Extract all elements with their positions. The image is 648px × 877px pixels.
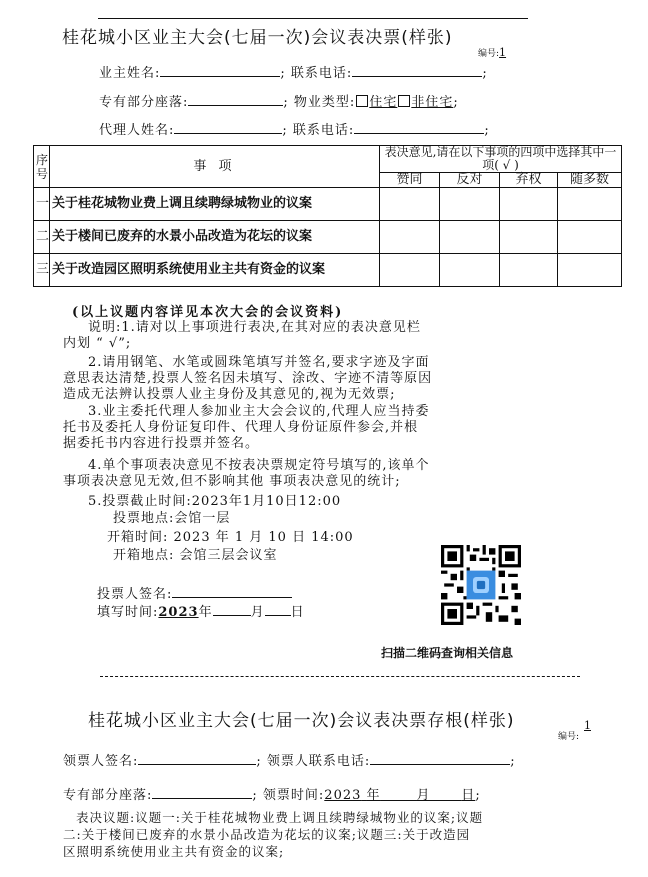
col-header-no: 序号 [34,146,50,188]
see-materials-note: (以上议题内容详见本次大会的会议资料) [72,305,344,320]
row-no: 一 [34,188,50,221]
open-time: 开箱时间: 2023 年 1 月 10 日 14:00 [107,530,354,545]
owner-row: 业主姓名: ; 联系电话: ; [99,62,488,81]
note-2c: 造成无法辨认投票人业主身份及其意见的,视为无效票; [63,387,396,402]
row-item-text: 关于桂花城物业费上调且续聘绿城物业的议案 [50,188,380,221]
note-2b: 意思表达清楚,投票人签名因未填写、涂改、字迹不清等原因 [63,371,433,386]
proxy-phone-field[interactable] [354,120,484,134]
abstain-cell[interactable] [500,254,558,287]
opt-follow-header: 随多数 [558,173,622,188]
stub-topics-a: 表决议题:议题一:关于桂花城物业费上调且续聘绿城物业的议案;议题 [76,810,484,825]
follow-cell[interactable] [558,188,622,221]
opt-abstain-header: 弃权 [500,173,558,188]
owner-name-field[interactable] [160,63,280,77]
serial-number: 编号:1 [478,46,507,59]
table-row [34,254,622,287]
voter-sign-field[interactable] [172,584,292,598]
residential-checkbox[interactable] [356,95,368,107]
note-2a: 2.请用钢笔、水笔或圆珠笔填写并签名,要求字迹及字面 [88,355,430,370]
agree-cell[interactable] [380,188,440,221]
cut-line-divider [100,676,580,677]
stub-serial-label: 编号: [558,732,580,742]
vote-place: 投票地点:会馆一层 [113,511,231,526]
oppose-cell[interactable] [440,254,500,287]
agree-cell[interactable] [380,254,440,287]
oppose-cell[interactable] [440,188,500,221]
oppose-cell[interactable] [440,221,500,254]
col-header-opinion: 表决意见,请在以下事项的四项中选择其中一项( √ ) [380,146,622,173]
note-3c: 据委托书内容进行投票并签名。 [63,436,260,451]
open-place: 开箱地点: 会馆三层会议室 [113,548,278,563]
fill-time-row: 填写时间:2023年 月 日 [97,601,305,620]
note-3a: 3.业主委托代理人参加业主大会会议的,代理人应当持委 [88,404,430,419]
row-no: 二 [34,221,50,254]
note-3b: 托书及委托人身份证复印件、代理人身份证原件参会,并根 [63,420,419,435]
voter-sign-row: 投票人签名: [97,583,292,602]
row-item-text: 关于楼间已废弃的水景小品改造为花坛的议案 [50,221,380,254]
abstain-cell[interactable] [500,221,558,254]
ballot-title: 桂花城小区业主大会(七届一次)会议表决票(样张) [62,28,453,48]
agree-cell[interactable] [380,221,440,254]
fill-month-field[interactable] [213,602,251,616]
stub-receiver-row: 领票人签名: ; 领票人联系电话: ; [63,750,516,769]
owner-phone-field[interactable] [352,63,482,77]
note-1b: 内划 “ √”; [63,336,132,351]
table-row [34,221,622,254]
unit-field[interactable] [188,92,283,106]
table-row [34,188,622,221]
note-4a: 4.单个事项表决意见不按表决票规定符号填写的,该单个 [88,458,430,473]
stub-title: 桂花城小区业主大会(七届一次)会议表决票存根(样张) [88,711,515,731]
follow-cell[interactable] [558,221,622,254]
nonresidential-checkbox[interactable] [398,95,410,107]
vote-table [33,145,622,287]
opt-oppose-header: 反对 [440,173,500,188]
top-rule [98,18,528,19]
opt-agree-header: 赞同 [380,173,440,188]
note-1a: 说明:1.请对以上事项进行表决,在其对应的表决意见栏 [88,320,421,335]
stub-topics-b: 二:关于楼间已废弃的水景小品改造为花坛的议案;议题三:关于改造园 [63,827,471,842]
col-header-item: 事 项 [50,146,380,188]
note-5: 5.投票截止时间:2023年1月10日12:00 [88,494,342,509]
stub-topics-c: 区照明系统使用业主共有资金的议案; [63,844,285,859]
fill-day-field[interactable] [265,602,291,616]
qr-caption: 扫描二维码查询相关信息 [381,646,514,660]
row-no: 三 [34,254,50,287]
proxy-name-field[interactable] [174,120,282,134]
note-4b: 事项表决意见无效,但不影响其他 事项表决意见的统计; [63,474,401,489]
receiver-sign-field[interactable] [138,751,256,765]
follow-cell[interactable] [558,254,622,287]
receiver-phone-field[interactable] [370,751,510,765]
qr-code[interactable] [441,545,521,625]
stub-unit-row: 专有部分座落: ; 领票时间:2023 年 月 日; [63,784,481,803]
proxy-row: 代理人姓名: ; 联系电话: ; [99,119,490,138]
stub-unit-field[interactable] [152,785,252,799]
stub-serial-number: 1 [584,719,591,732]
row-item-text: 关于改造园区照明系统使用业主共有资金的议案 [50,254,380,287]
abstain-cell[interactable] [500,188,558,221]
unit-row: 专有部分座落: ; 物业类型: 住宅 非住宅; [99,91,459,110]
